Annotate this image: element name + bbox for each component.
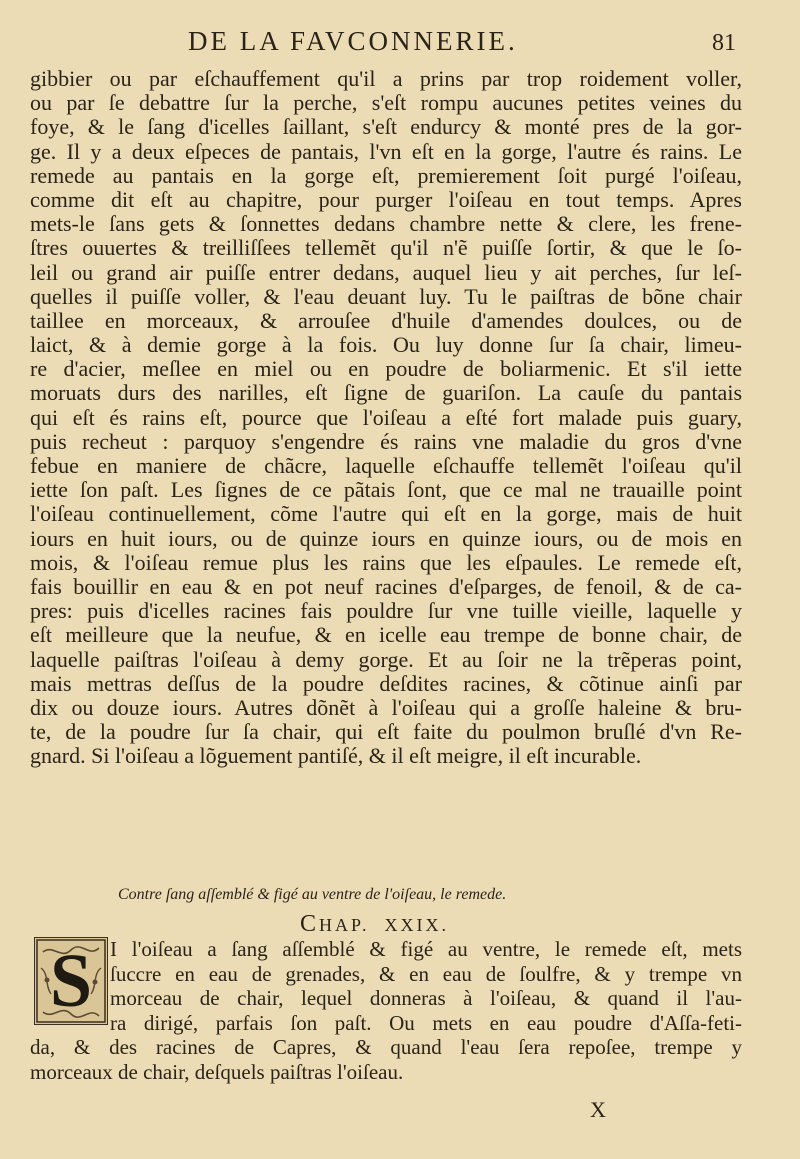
chapter-heading [300, 911, 449, 938]
text-line: taillee en morceaux, & arrouſee d'huile d'amendes doulces, ou de [30, 307, 742, 333]
text-line: ge. Il y a deux eſpeces de pantais, l'vn eſt en la gorge, l'autre és rains. Le [30, 138, 742, 164]
body-text [30, 67, 742, 768]
catchword: X [590, 1097, 606, 1122]
text-line: pres: puis d'icelles racines fais pouldre ſur vne tuille vieille, laquelle y [30, 598, 742, 624]
text-line: moruats durs des narilles, eſt ſigne de guariſon. La cauſe du pantais [30, 380, 742, 406]
text-line: gnard. Si l'oiſeau a lõguement pantiſé, & il eſt meigre, il eſt incurable. [30, 743, 642, 769]
text-line: eſt meilleure que la neufue, & en icelle eau trempe de bonne chair, de [30, 622, 742, 648]
chapter-number: XXIX. [384, 915, 450, 935]
text-line: puis recheut : parquoy s'engendre és rains vne maladie du gros d'vne [30, 428, 742, 454]
chapter-cap-letter: C [300, 911, 320, 937]
text-line: mets-le ſans gets & ſonnettes dedans chambre nette & clere, les frene- [30, 211, 742, 237]
text-line: comme dit eſt au chapitre, pour purger l'oiſeau en tout temps. Apres [30, 186, 742, 212]
text-line: iette ſon paſt. Les ſignes de ce pãtais ſont, que ce mal ne trauaille point [30, 477, 742, 503]
text-line: da, & des racines de Capres, & quand l'eau ſera repoſee, trempe y [30, 1035, 742, 1059]
text-line: morceaux de chair, deſquels paiſtras l'oiſeau. [30, 1059, 404, 1084]
text-line: mois, & l'oiſeau remue plus les rains que les eſpaules. Le remede eſt, [30, 549, 742, 575]
text-line: qui eſt és rains eſt, pource que l'oiſeau a eſté fort malade puis guary, [30, 404, 742, 430]
text-line: dix ou douze iours. Autres dõnẽt à l'oiſeau qui a groſſe haleine & bru- [30, 694, 742, 720]
text-line: gibbier ou par eſchauffement qu'il a prins par trop roidement voller, [30, 66, 742, 91]
text-line: ou par ſe debattre ſur la perche, s'eſt rompu aucunes petites veines du [30, 90, 742, 116]
chapter-label: HAP. [319, 915, 370, 935]
text-line: morceau de chair, lequel donneras à l'oiſeau, & quand il l'au- [110, 986, 742, 1010]
text-line: remede au pantais en la gorge eſt, premierement ſoit purgé l'oiſeau, [30, 162, 742, 188]
text-line: ſuccre en eau de grenades, & en eau de ſoulfre, & y trempe vn [110, 961, 742, 986]
text-line: te, de la poudre ſur ſa chair, qui eſt faite du poulmon bruſlé d'vn Re- [30, 719, 742, 745]
text-line: laquelle paiſtras l'oiſeau à demy gorge. Et au ſoir ne la trẽperas point, [30, 646, 742, 672]
text-line: mais mettras deſſus de la poudre deſdites racines, & cõtinue ainſi par [30, 670, 742, 696]
text-line: l'oiſeau continuellement, cõme l'autre qui eſt en la gorge, mais de huit [30, 501, 742, 527]
chapter-text [30, 937, 742, 1084]
text-line: ra dirigé, parfais ſon paſt. Ou mets en eau poudre d'Aſſa-feti- [110, 1010, 742, 1035]
text-line: leil ou grand air puiſſe entrer dedans, auquel lieu y ait perches, ſur leſ- [30, 259, 742, 285]
running-title: DE LA FAVCONNERIE. [188, 26, 518, 56]
section-rubric: Contre ſang aſſemblé & figé au ventre de l'oiſeau, le remede. [118, 886, 507, 903]
text-line: febue en maniere de chãcre, laquelle eſchauffe tellemẽt l'oiſeau qu'il [30, 453, 742, 478]
text-line: fais bouillir en eau & en pot neuf racines d'eſparges, de fenoil, & de ca- [30, 573, 742, 599]
text-line: iours en huit iours, ou de quinze iours en quinze iours, ou de mois en [30, 525, 742, 551]
text-line: re d'acier, meſlee en miel ou en poudre de boliarmenic. Et s'il iette [30, 356, 742, 382]
initial-letter: S [49, 939, 93, 1023]
text-line: ſtres ouuertes & treilliſſees tellemẽt qu'il n'ẽ puiſſe ſortir, & que le ſo- [30, 235, 742, 261]
text-line: laict, & à demie gorge à la fois. Ou luy donne ſur ſa chair, limeu- [30, 332, 742, 358]
running-head [0, 18, 800, 68]
page-number: 81 [712, 30, 736, 56]
text-line: I l'oiſeau a ſang aſſemblé & figé au ventre, le remede eſt, mets [110, 937, 742, 961]
text-line: foye, & le ſang d'icelles ſaillant, s'eſt endurcy & monté pres de la gor- [30, 114, 742, 140]
text-line: quelles il puiſſe voller, & l'eau deuant luy. Tu le paiſtras de bõne chair [30, 283, 742, 309]
